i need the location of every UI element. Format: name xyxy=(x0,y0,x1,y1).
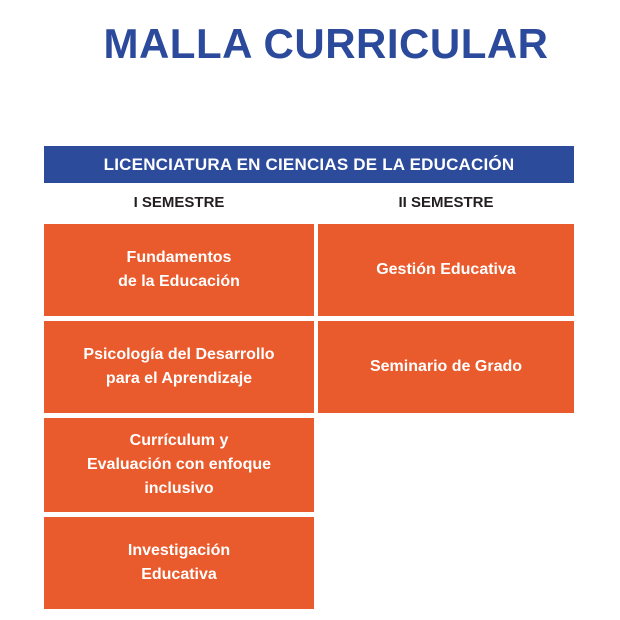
course-seminario-grado: Seminario de Grado xyxy=(318,321,574,413)
semester-2-label: II SEMESTRE xyxy=(398,193,494,211)
course-curriculum-evaluacion: Currículum y Evaluación con enfoque inclusivo xyxy=(44,418,314,512)
page-title: MALLA CURRICULAR xyxy=(103,20,549,67)
course-psicologia-desarrollo: Psicología del Desarrollo para el Aprendizaje xyxy=(44,321,314,413)
course-fundamentos-educacion: Fundamentos de la Educación xyxy=(44,224,314,316)
course-gestion-educativa: Gestión Educativa xyxy=(318,224,574,316)
semester-1-label: I SEMESTRE xyxy=(133,193,225,211)
course-investigacion-educativa: Investigación Educativa xyxy=(44,517,314,609)
program-header: LICENCIATURA EN CIENCIAS DE LA EDUCACIÓN xyxy=(44,146,574,183)
